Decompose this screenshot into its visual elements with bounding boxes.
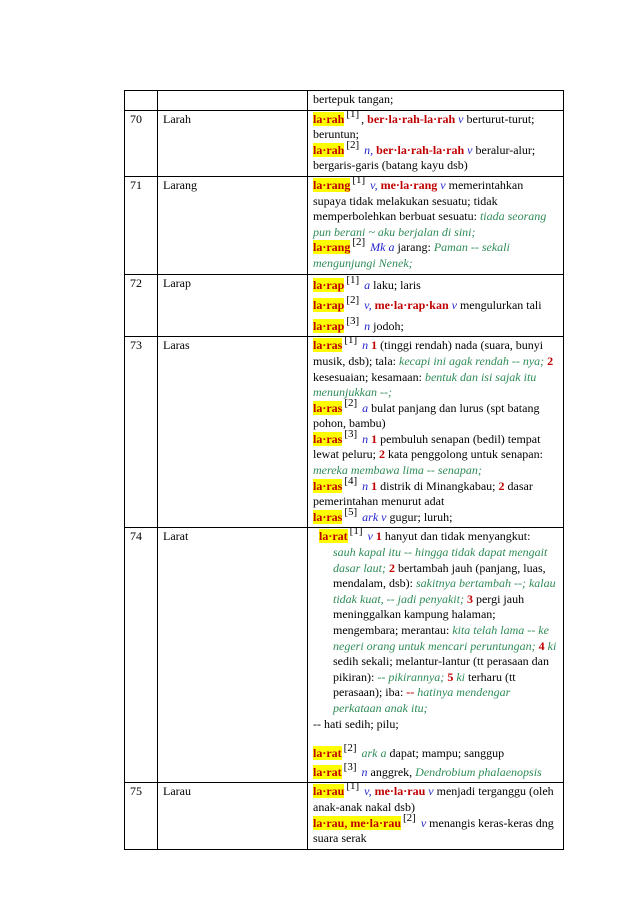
headword: la·ras xyxy=(313,338,343,353)
definition-text: menangis keras-keras dng suara serak xyxy=(313,815,554,846)
part-of-speech: v xyxy=(367,529,373,544)
dictionary-entry xyxy=(313,273,559,294)
definition-text: terharu (tt perasaan); iba: xyxy=(333,669,516,700)
definition-text: distrik di Minangkabau; xyxy=(380,478,496,493)
part-of-speech: v xyxy=(440,177,446,192)
example-text: kita telah lama -- ke negeri orang untuk mencari peruntungan; xyxy=(333,623,549,653)
part-of-speech: v, xyxy=(370,177,378,192)
derived-word: me·la·rau xyxy=(374,784,426,799)
part-of-speech: v xyxy=(467,142,473,157)
definition-text: kata penggolong untuk senapan: xyxy=(387,447,543,462)
sense-number: 1 xyxy=(371,478,378,493)
headword: la·rau xyxy=(313,784,345,799)
row-word xyxy=(158,91,308,111)
homonym-number: [4] xyxy=(344,474,358,487)
headword: la·ras xyxy=(313,400,343,415)
part-of-speech: n xyxy=(361,764,368,779)
row-number: 74 xyxy=(125,528,158,783)
homonym-number: [5] xyxy=(344,505,358,518)
example-text: hatinya mendengar perkataan anak itu; xyxy=(333,685,511,715)
dictionary-entry xyxy=(313,760,559,781)
example-text: mereka membawa lima -- senapan; xyxy=(313,463,482,478)
definition-text: dasar pemerintahan menurut adat xyxy=(313,478,533,509)
headword: la·rang xyxy=(313,240,351,255)
homonym-number: [2] xyxy=(346,138,360,151)
part-of-speech: v, xyxy=(364,298,372,313)
example-text: Dendrobium phalaenopsis xyxy=(415,764,542,779)
row-word: Larap xyxy=(158,274,308,337)
sense-number: 1 xyxy=(371,431,378,446)
dictionary-entry xyxy=(313,138,559,174)
dictionary-table xyxy=(124,90,564,850)
dictionary-entry xyxy=(313,742,559,762)
row-word: Larau xyxy=(158,783,308,849)
dictionary-entry xyxy=(313,427,559,479)
homonym-number: [2] xyxy=(403,811,416,824)
example-text: bentuk dan isi sajak itu menunjukkan --; xyxy=(313,369,537,400)
homonym-number: [1] xyxy=(346,107,360,120)
dictionary-entry xyxy=(313,334,559,400)
sense-number: 5 xyxy=(447,669,454,684)
definition-text: beralur-alur; bergaris-garis (batang kayu dsb) xyxy=(313,142,536,173)
row-definition xyxy=(308,274,564,337)
example-text: tiada seorang pun berani ~ aku berjalan di sini; xyxy=(313,209,547,239)
example-text: sakitnya bertambah --; kalau tidak kuat, -- jadi penyakit; xyxy=(333,576,556,606)
row-definition xyxy=(308,780,564,849)
definition-text: menjadi terganggu (oleh anak-anak nakal dsb) xyxy=(313,784,554,814)
dictionary-entry xyxy=(313,314,559,335)
dictionary-entry xyxy=(313,811,559,847)
dictionary-entry xyxy=(313,505,559,526)
definition-text: bulat panjang dan lurus (spt batang pohon, bambu) xyxy=(313,400,540,431)
dictionary-entry xyxy=(313,236,559,271)
part-of-speech: Mk a xyxy=(370,240,395,255)
derived-word: ber·la·rah-la·rah xyxy=(367,111,456,126)
label-ki: ki xyxy=(547,638,557,653)
definition-text: berturut-turut; beruntun; xyxy=(313,111,535,142)
sense-number: 2 xyxy=(498,478,505,493)
example-text: sauh kapal itu -- hingga tidak dapat mengait dasar laut; xyxy=(333,545,548,575)
part-of-speech: v xyxy=(428,784,434,799)
part-of-speech: ark v xyxy=(362,509,387,524)
homonym-number: [1] xyxy=(352,173,366,186)
sense-number: 2 xyxy=(389,560,396,575)
sense-number: 2 xyxy=(547,353,554,368)
row-definition xyxy=(308,334,564,528)
row-number: 70 xyxy=(125,110,158,176)
definition-text: hanyut dan tidak menyangkut: xyxy=(384,529,531,544)
headword: la·rau, me·la·rau xyxy=(313,815,401,830)
sense-number: 1 xyxy=(375,529,382,544)
sense-number: 1 xyxy=(371,338,378,353)
headword: la·rat xyxy=(313,746,342,761)
definition-text: gugur; luruh; xyxy=(389,509,453,524)
definition-text: sedih sekali; melantur-lantur (tt perasaan dan pikiran): xyxy=(333,654,550,684)
part-of-speech: n xyxy=(362,478,369,493)
definition-text: pembuluh senapan (bedil) tempat lewat peluru; xyxy=(313,431,541,462)
part-of-speech: a xyxy=(364,277,371,292)
row-definition xyxy=(308,173,564,274)
phrase-text: -- hati sedih; pilu; xyxy=(313,716,399,731)
homonym-number: [1] xyxy=(346,780,360,793)
label-ki: ki xyxy=(456,669,465,684)
definition-text: bertambah jauh (panjang, luas, mendalam, dsb): xyxy=(333,560,546,591)
homonym-number: [2] xyxy=(352,236,366,249)
example-text: kecapi ini agak rendah -- nya; xyxy=(399,353,545,368)
row-number: 72 xyxy=(125,274,158,337)
part-of-speech: v, xyxy=(364,784,372,799)
row-word: Larang xyxy=(158,176,308,274)
homonym-number: [1] xyxy=(344,334,358,347)
definition-text: bertepuk tangan; xyxy=(313,92,394,106)
row-number: 71 xyxy=(125,176,158,274)
headword: la·ras xyxy=(313,509,343,524)
part-of-speech: a xyxy=(362,400,369,415)
part-of-speech: ark a xyxy=(361,746,387,761)
row-number: 75 xyxy=(125,783,158,849)
definition-text: (tinggi rendah) nada (suara, bunyi musik, dsb); tala: xyxy=(313,338,544,368)
headword: la·rah xyxy=(313,111,345,126)
sense-number: 4 xyxy=(538,638,545,653)
definition-text: jarang: xyxy=(397,240,431,255)
part-of-speech: v xyxy=(451,298,457,313)
derived-word: ber·la·rah-la·rah xyxy=(376,142,465,157)
headword: la·rat xyxy=(313,764,342,779)
definition-text: anggrek, xyxy=(370,764,413,779)
homonym-number: [1] xyxy=(346,273,360,286)
definition-text: laku; laris xyxy=(373,277,421,292)
headword: la·rah xyxy=(313,142,345,157)
homonym-number: [2] xyxy=(343,742,357,755)
row-word: Larat xyxy=(158,528,308,783)
part-of-speech: n xyxy=(364,318,371,333)
headword: la·rap xyxy=(313,298,345,313)
row-number xyxy=(125,91,158,111)
homonym-number: [1] xyxy=(349,525,363,538)
dictionary-entry xyxy=(313,294,559,314)
sense-number: 3 xyxy=(466,591,473,606)
definition-text: mengulurkan tali xyxy=(459,298,542,313)
dictionary-entry xyxy=(313,780,559,815)
part-of-speech: n xyxy=(362,338,369,353)
example-text: -- pikirannya; xyxy=(377,669,445,684)
row-definition xyxy=(308,107,564,176)
row-word: Larah xyxy=(158,110,308,176)
table-row xyxy=(125,274,564,337)
table-row xyxy=(125,110,564,176)
part-of-speech: n, xyxy=(364,142,374,157)
headword: la·rap xyxy=(313,277,345,292)
definition-text: dapat; mampu; sanggup xyxy=(389,746,505,761)
homonym-number: [3] xyxy=(344,427,358,440)
row-definition xyxy=(308,525,564,783)
definition-text: pergi jauh meninggalkan kampung halaman; mengembara; merantau: xyxy=(333,591,525,637)
dictionary-entry xyxy=(319,525,559,716)
table-row xyxy=(125,783,564,849)
definition-text: kesesuaian; kesamaan: xyxy=(313,369,422,384)
part-of-speech: v xyxy=(458,111,464,126)
example-text: Paman -- sekali mengunjungi Nenek; xyxy=(313,240,510,270)
punctuation: , xyxy=(361,111,365,126)
dictionary-entry xyxy=(313,173,559,240)
sense-number: 2 xyxy=(378,447,385,462)
homonym-number: [3] xyxy=(346,314,360,327)
headword: la·ras xyxy=(313,478,343,493)
derived-word: me·la·rang xyxy=(380,177,438,192)
table-row xyxy=(125,528,564,783)
table-row xyxy=(125,337,564,528)
part-of-speech: n xyxy=(362,431,369,446)
row-word: Laras xyxy=(158,337,308,528)
row-number: 73 xyxy=(125,337,158,528)
definition-text: memerintahkan supaya tidak melakukan sesuatu; tidak memperbolehkan berbuat sesuatu: xyxy=(313,177,524,224)
homonym-number: [2] xyxy=(346,294,360,307)
headword: la·rang xyxy=(313,177,351,192)
homonym-number: [2] xyxy=(344,396,358,409)
table-row xyxy=(125,91,564,111)
headword: la·rap xyxy=(313,318,345,333)
part-of-speech: v xyxy=(420,815,427,830)
homonym-number: [3] xyxy=(343,760,357,773)
headword: la·ras xyxy=(313,431,343,446)
derived-word: me·la·rap·kan xyxy=(374,298,449,313)
definition-text: jodoh; xyxy=(373,318,404,333)
table-row xyxy=(125,176,564,274)
headword: la·rat xyxy=(319,529,348,544)
dash: -- xyxy=(406,685,415,700)
